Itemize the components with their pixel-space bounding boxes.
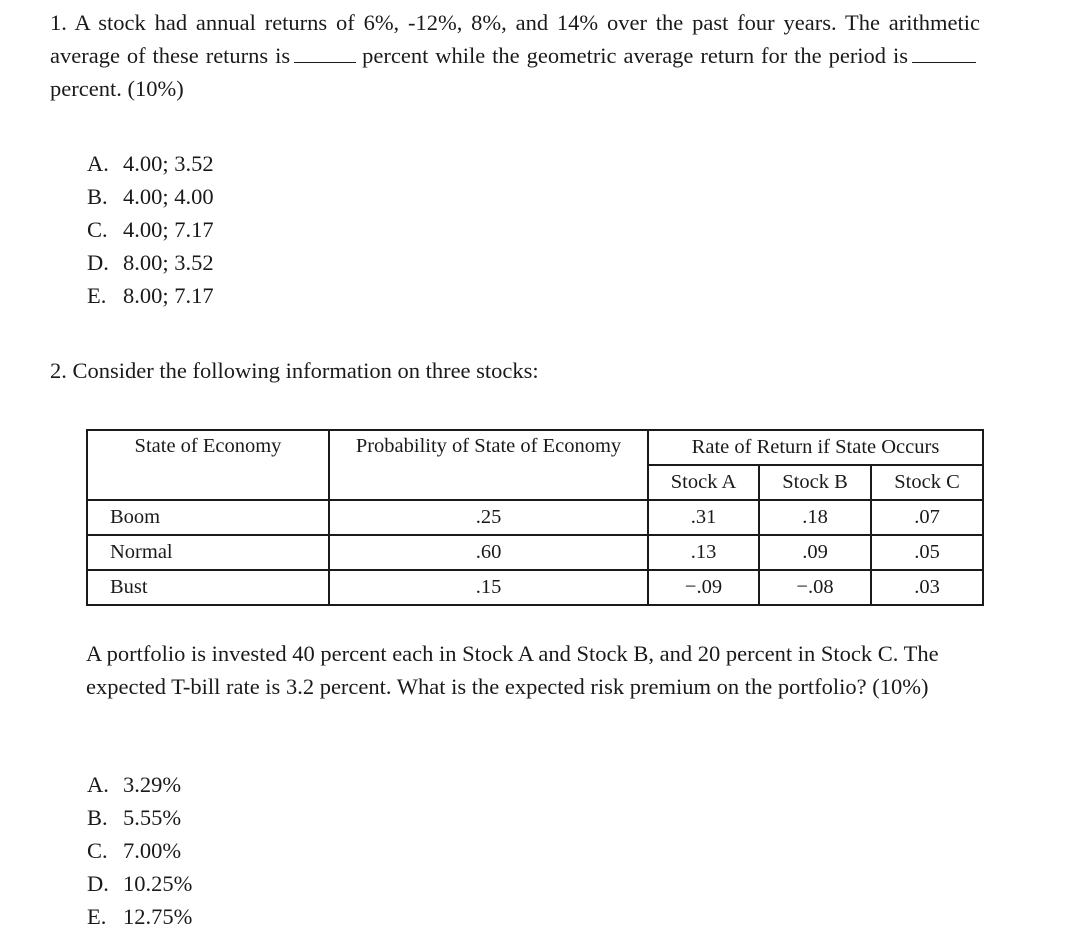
state-cell: Normal	[87, 535, 329, 570]
q1-option-c[interactable]: C. 4.00; 7.17	[87, 217, 214, 242]
table-row	[87, 570, 983, 605]
question-1-part-b: percent while the geometric average return for the period is	[362, 43, 908, 68]
q2-option-d[interactable]: D. 10.25%	[87, 871, 193, 896]
question-2-options	[87, 768, 192, 933]
header-stock-c: Stock C	[871, 465, 983, 500]
geometric-average-blank	[912, 40, 976, 64]
stock-a-cell: −.09	[648, 570, 759, 605]
question-1-part-c: percent. (10%)	[50, 76, 184, 101]
stock-a-cell: .31	[648, 500, 759, 535]
question-1-part-a: 1. A stock had annual returns of 6%, -12%, 8%, and 14% over the past four years. The arithmetic average of these returns is	[50, 10, 980, 68]
stock-b-cell: .09	[759, 535, 871, 570]
stock-b-cell: −.08	[759, 570, 871, 605]
stock-a-cell: .13	[648, 535, 759, 570]
q1-option-b[interactable]: B. 4.00; 4.00	[87, 184, 214, 209]
table-header-row	[87, 430, 983, 465]
header-stock-b: Stock B	[759, 465, 871, 500]
probability-cell: .15	[329, 570, 648, 605]
q1-option-d[interactable]: D. 8.00; 3.52	[87, 250, 214, 275]
q2-option-a[interactable]: A. 3.29%	[87, 772, 182, 797]
stock-c-cell: .03	[871, 570, 983, 605]
table-row	[87, 535, 983, 570]
q2-option-c[interactable]: C. 7.00%	[87, 838, 182, 863]
probability-cell: .25	[329, 500, 648, 535]
header-rate-of-return: Rate of Return if State Occurs	[648, 430, 983, 465]
state-cell: Bust	[87, 570, 329, 605]
probability-cell: .60	[329, 535, 648, 570]
q2-option-e[interactable]: E. 12.75%	[87, 904, 193, 929]
stocks-table	[86, 429, 984, 606]
state-cell: Boom	[87, 500, 329, 535]
question-1-options	[87, 147, 214, 312]
arithmetic-average-blank	[294, 40, 356, 64]
q1-option-e[interactable]: E. 8.00; 7.17	[87, 283, 214, 308]
table-row	[87, 500, 983, 535]
q1-option-a[interactable]: A. 4.00; 3.52	[87, 151, 214, 176]
stock-c-cell: .07	[871, 500, 983, 535]
header-probability: Probability of State of Economy	[329, 430, 648, 500]
q2-option-b[interactable]: B. 5.55%	[87, 805, 182, 830]
header-stock-a: Stock A	[648, 465, 759, 500]
question-2-intro: 2. Consider the following information on three stocks:	[50, 358, 539, 383]
stock-c-cell: .05	[871, 535, 983, 570]
question-2-description: A portfolio is invested 40 percent each in Stock A and Stock B, and 20 percent in Stock C. The expected T-bill rate is 3.2 percent. What is the expected risk premium on the portfolio? (10%)	[86, 641, 939, 699]
question-1-text	[50, 6, 980, 105]
stock-b-cell: .18	[759, 500, 871, 535]
header-state-of-economy: State of Economy	[87, 430, 329, 500]
